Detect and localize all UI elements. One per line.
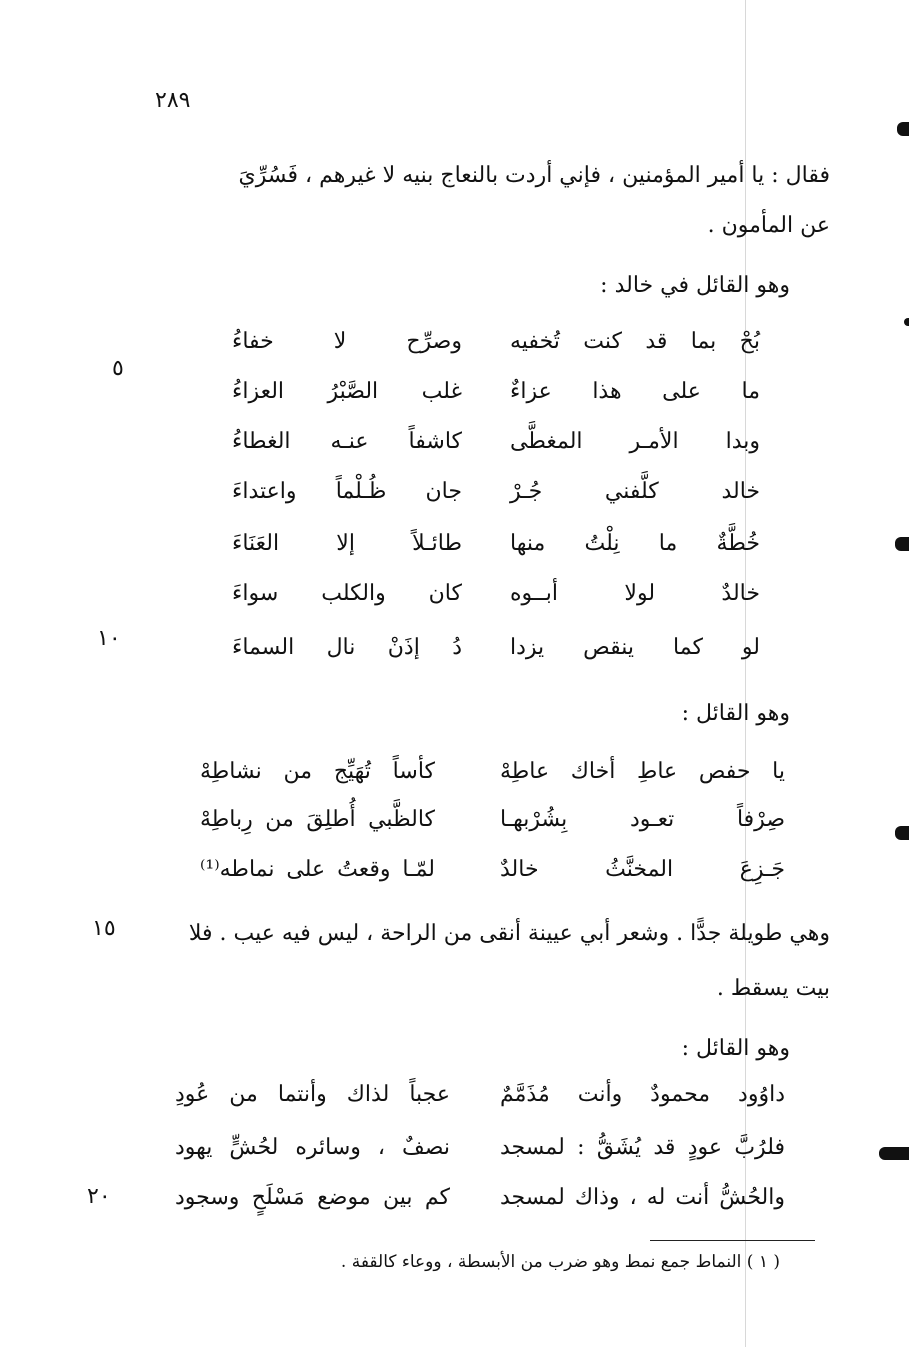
line-number: ١٥	[92, 916, 116, 941]
verse-line	[0, 322, 909, 362]
section-heading: وهو القائل :	[681, 1036, 790, 1061]
section-heading: وهو القائل في خالد :	[600, 273, 790, 298]
verse-line	[0, 850, 909, 890]
verse-second-hemistich: لمّـا وقعتُ على نماطه⁽¹⁾	[200, 857, 435, 882]
line-number: ٢٠	[87, 1184, 111, 1209]
verse-second-hemistich: غلب الصَّبْرُ العزاءُ	[232, 379, 462, 404]
verse-first-hemistich: لو كما ينقص يزدا	[510, 635, 760, 660]
verse-first-hemistich: فلرُبَّ عودٍ قد يُشَقُّ : لمسجد	[500, 1135, 785, 1160]
footnote: ( ١ ) النماط جمع نمط وهو ضرب من الأبسطة ، ووعاء كالقفة .	[340, 1252, 780, 1272]
verse-first-hemistich: صِرْفاً تعـود بِشُرْبهـا	[500, 807, 785, 832]
verse-first-hemistich: ما على هذا عزاءٌ	[510, 379, 760, 404]
verse-second-hemistich: دُ إذَنْ نال السماءَ	[232, 635, 462, 660]
prose-line: بيت يسقط .	[716, 976, 830, 1001]
verse-second-hemistich: كم بين موضع مَسْلَحٍ وسجود	[175, 1185, 450, 1210]
verse-line	[0, 574, 909, 614]
prose-line: وهي طويلة جدًّا . وشعر أبي عيينة أنقى من الراحة ، ليس فيه عيب . فلا	[188, 921, 830, 946]
verse-first-hemistich: جَـزِعَ المخنَّثُ خالدٌ	[500, 857, 785, 882]
verse-line	[0, 472, 909, 512]
verse-second-hemistich: كأساً تُهَيِّج من نشاطِهْ	[200, 759, 435, 784]
verse-line	[0, 1128, 909, 1168]
line-number: ١٠	[97, 626, 121, 651]
verse-first-hemistich: وبدا الأمـر المغطَّى	[510, 429, 760, 454]
verse-line	[0, 800, 909, 840]
verse-first-hemistich: خُطَّةٌ ما نِلْتُ منها	[510, 531, 760, 556]
verse-second-hemistich: جان ظُـلْماً واعتداءَ	[232, 479, 462, 504]
verse-line	[0, 1178, 909, 1218]
line-number: ٥	[112, 356, 124, 381]
scan-edge-mark	[897, 122, 909, 136]
prose-line: عن المأمون .	[707, 213, 830, 238]
verse-first-hemistich: داوُود محمودٌ وأنت مُذَمَّمٌ	[500, 1082, 785, 1107]
verse-second-hemistich: كان والكلب سواءَ	[232, 581, 462, 606]
verse-first-hemistich: خالد كلَّفني جُـرْ	[510, 479, 760, 504]
prose-line: فقال : يا أمير المؤمنين ، فإني أردت بالنعاج بنيه لا غيرهم ، فَسُرِّيَ	[238, 163, 830, 188]
verse-first-hemistich: خالدٌ لولا أبــوه	[510, 581, 760, 606]
verse-line	[0, 628, 909, 668]
footnote-rule	[650, 1240, 815, 1241]
verse-second-hemistich: كاشفاً عنـه الغطاءُ	[232, 429, 462, 454]
verse-second-hemistich: كالظَّبي أُطلِقَ من رِباطِهْ	[200, 807, 435, 832]
verse-line	[0, 372, 909, 412]
verse-line	[0, 524, 909, 564]
section-heading: وهو القائل :	[681, 701, 790, 726]
page-number: ٢٨٩	[155, 88, 191, 113]
verse-line	[0, 1075, 909, 1115]
verse-line	[0, 422, 909, 462]
verse-line	[0, 752, 909, 792]
verse-second-hemistich: وصرِّح لا خفاءُ	[232, 329, 462, 354]
verse-first-hemistich: يا حفص عاطِ أخاك عاطِهْ	[500, 759, 785, 784]
verse-second-hemistich: نصفٌ ، وسائره لحُشٍّ يهود	[175, 1135, 450, 1160]
verse-first-hemistich: والحُشُّ أنت له ، وذاك لمسجد	[500, 1185, 785, 1210]
verse-second-hemistich: عجباً لذاك وأنتما من عُودِ	[175, 1082, 450, 1107]
verse-first-hemistich: بُحْ بما قد كنت تُخفيه	[510, 329, 760, 354]
verse-second-hemistich: طائـلاً إلا العَنَاءَ	[232, 531, 462, 556]
